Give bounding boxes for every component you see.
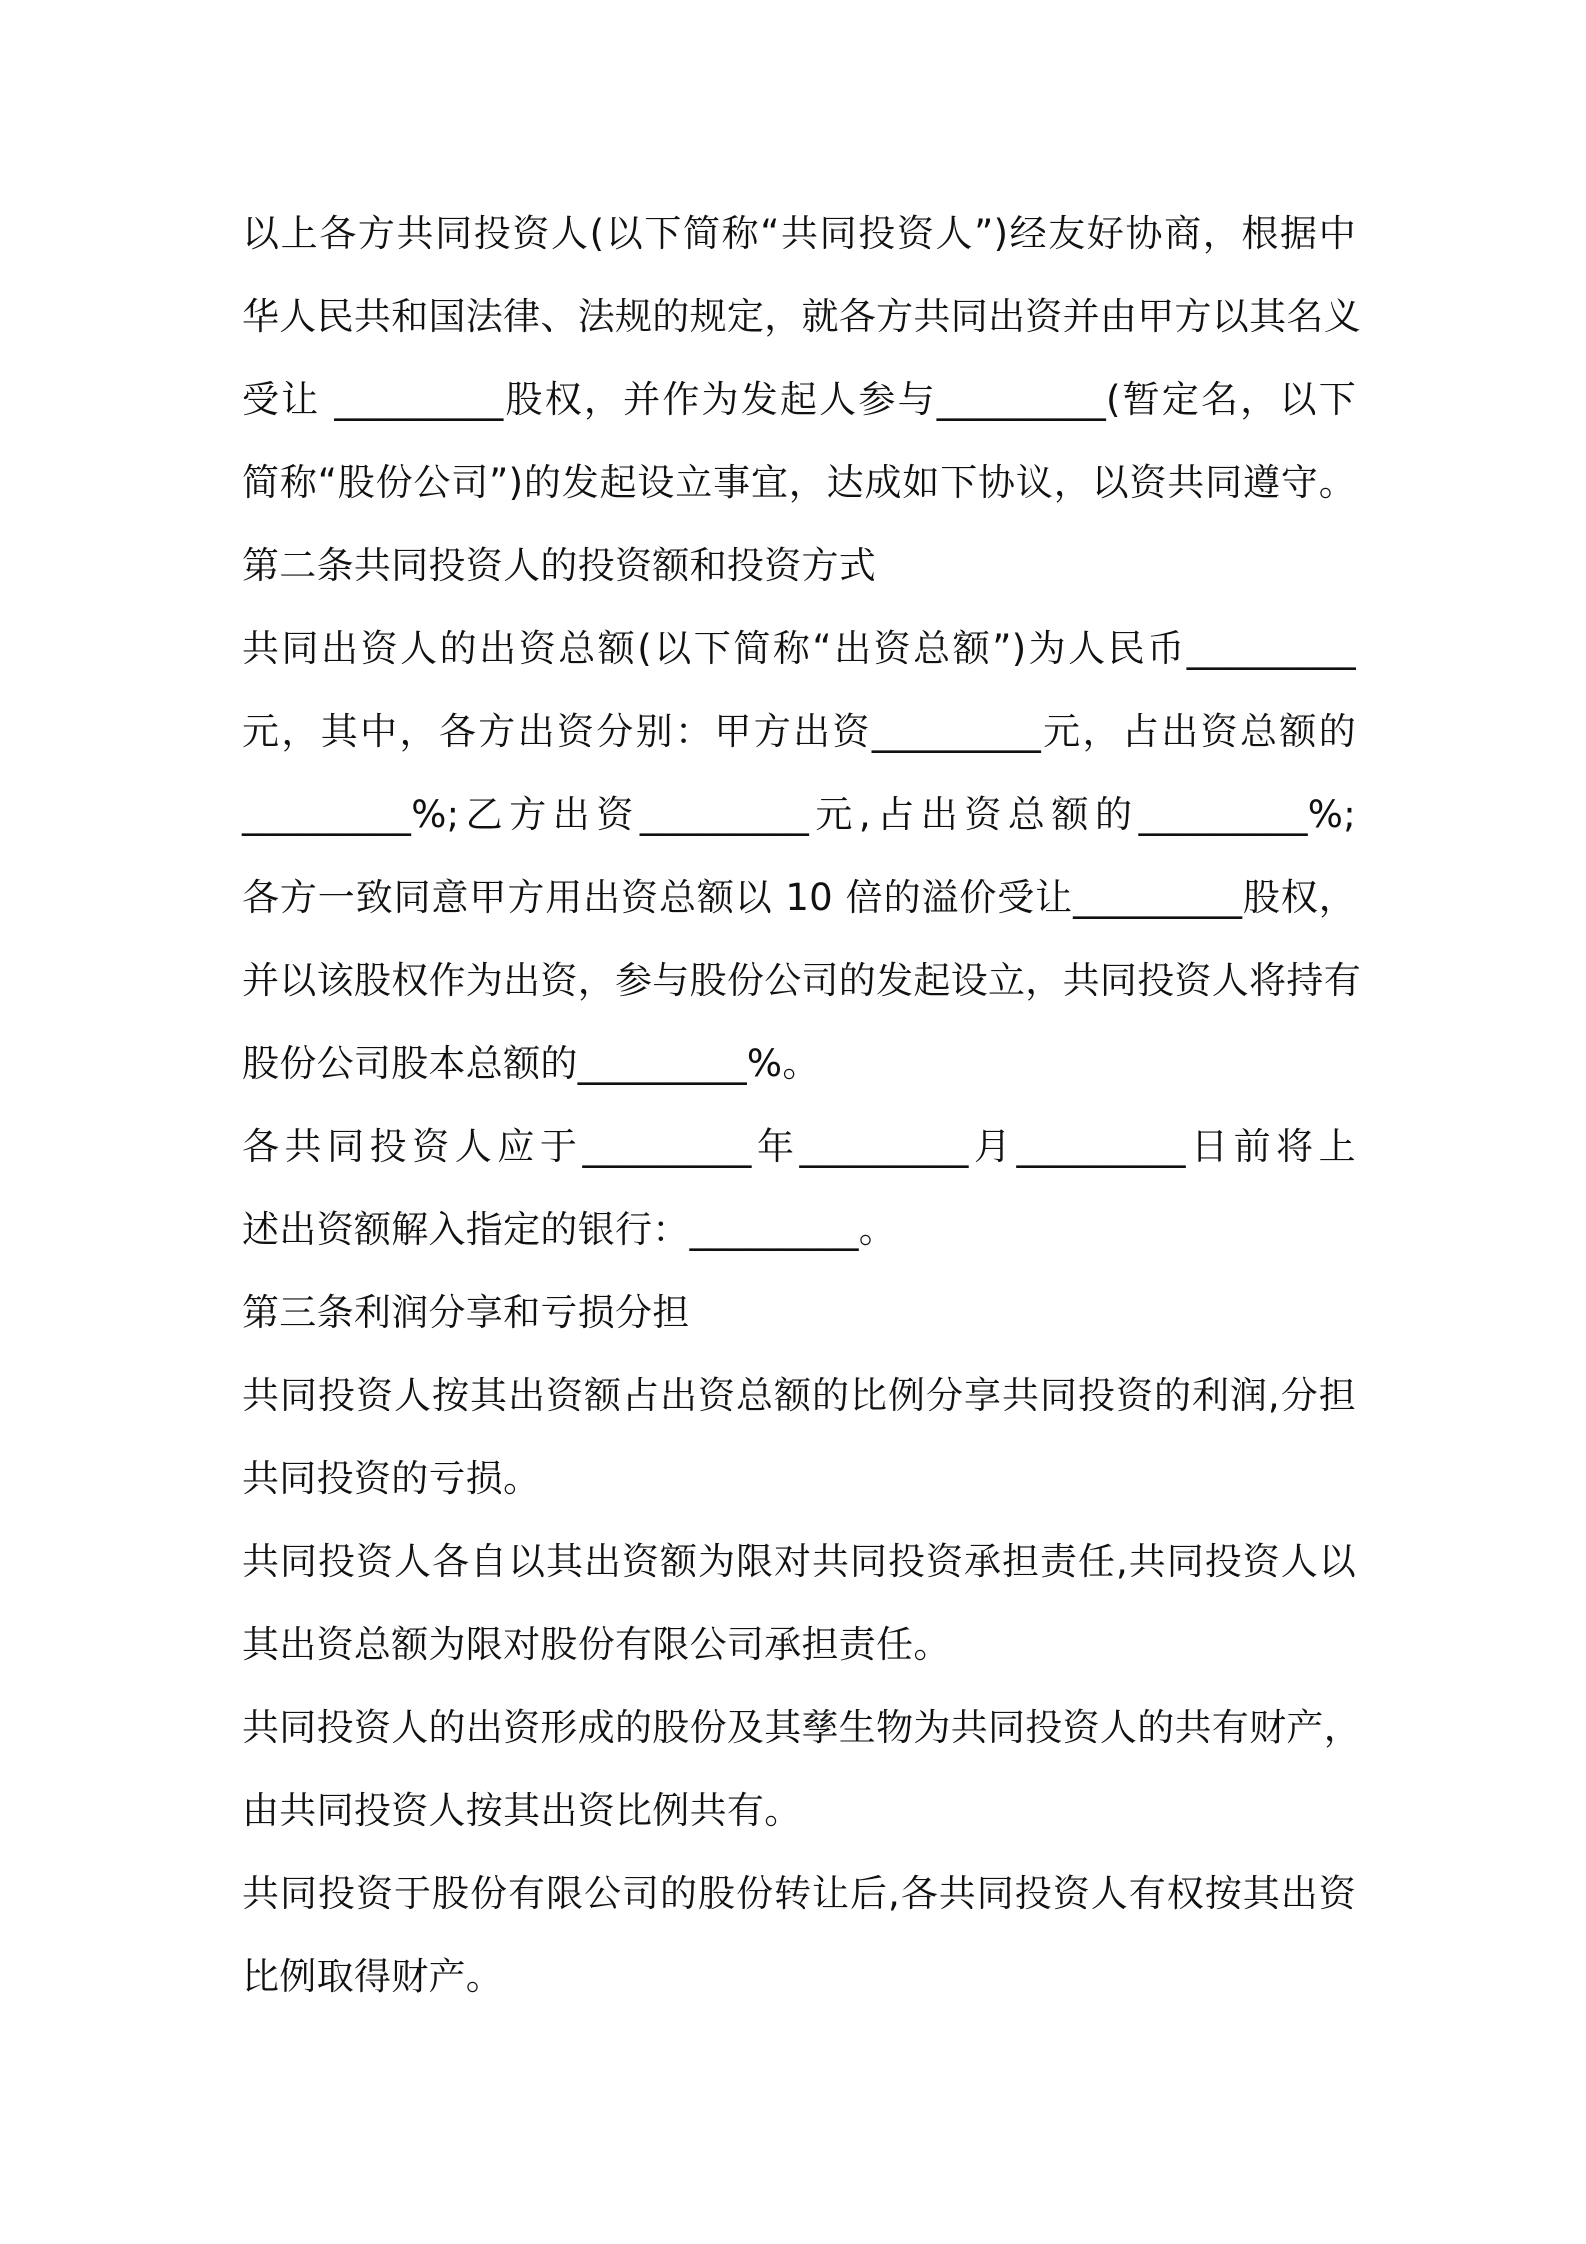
text-line: 共同出资人的出资总额(以下简称“出资总额”)为人民币_________	[242, 627, 1356, 670]
text-line: 各共同投资人应于_________年_________月_________日前将上	[242, 1125, 1356, 1168]
text-line: 共同投资人的出资形成的股份及其孳生物为共同投资人的共有财产，	[242, 1706, 1361, 1749]
text-line: 共同投资的亏损。	[242, 1457, 541, 1500]
text-line: 受让 _________股权，并作为发起人参与_________(暂定名，以下	[242, 378, 1356, 421]
text-line: 共同投资人按其出资额占出资总额的比例分享共同投资的利润,分担	[242, 1374, 1356, 1417]
text-line: 共同投资于股份有限公司的股份转让后,各共同投资人有权按其出资	[242, 1872, 1356, 1915]
text-line: 述出资额解入指定的银行：_________。	[242, 1208, 897, 1251]
text-line: 其出资总额为限对股份有限公司承担责任。	[242, 1623, 951, 1666]
text-line: 简称“股份公司”)的发起设立事宜，达成如下协议，以资共同遵守。	[242, 461, 1356, 504]
section-heading: 第二条共同投资人的投资额和投资方式	[242, 544, 877, 587]
section-heading: 第三条利润分享和亏损分担	[242, 1291, 690, 1334]
text-line: 比例取得财产。	[242, 1955, 504, 1998]
text-line: 以上各方共同投资人(以下简称“共同投资人”)经友好协商，根据中	[242, 212, 1356, 255]
document-body	[242, 192, 1361, 2018]
text-line: 由共同投资人按其出资比例共有。	[242, 1789, 802, 1832]
text-line: 各方一致同意甲方用出资总额以 10 倍的溢价受让_________股权，	[242, 876, 1356, 919]
text-line: 华人民共和国法律、法规的规定，就各方共同出资并由甲方以其名义	[242, 295, 1361, 338]
text-line: 并以该股权作为出资，参与股份公司的发起设立，共同投资人将持有	[242, 959, 1361, 1002]
text-line: 股份公司股本总额的_________%。	[242, 1042, 820, 1085]
text-line: _________%;乙方出资_________元,占出资总额的_________%;	[242, 793, 1356, 836]
text-line: 元，其中，各方出资分别：甲方出资_________元，占出资总额的	[242, 710, 1356, 753]
text-line: 共同投资人各自以其出资额为限对共同投资承担责任,共同投资人以	[242, 1540, 1356, 1583]
